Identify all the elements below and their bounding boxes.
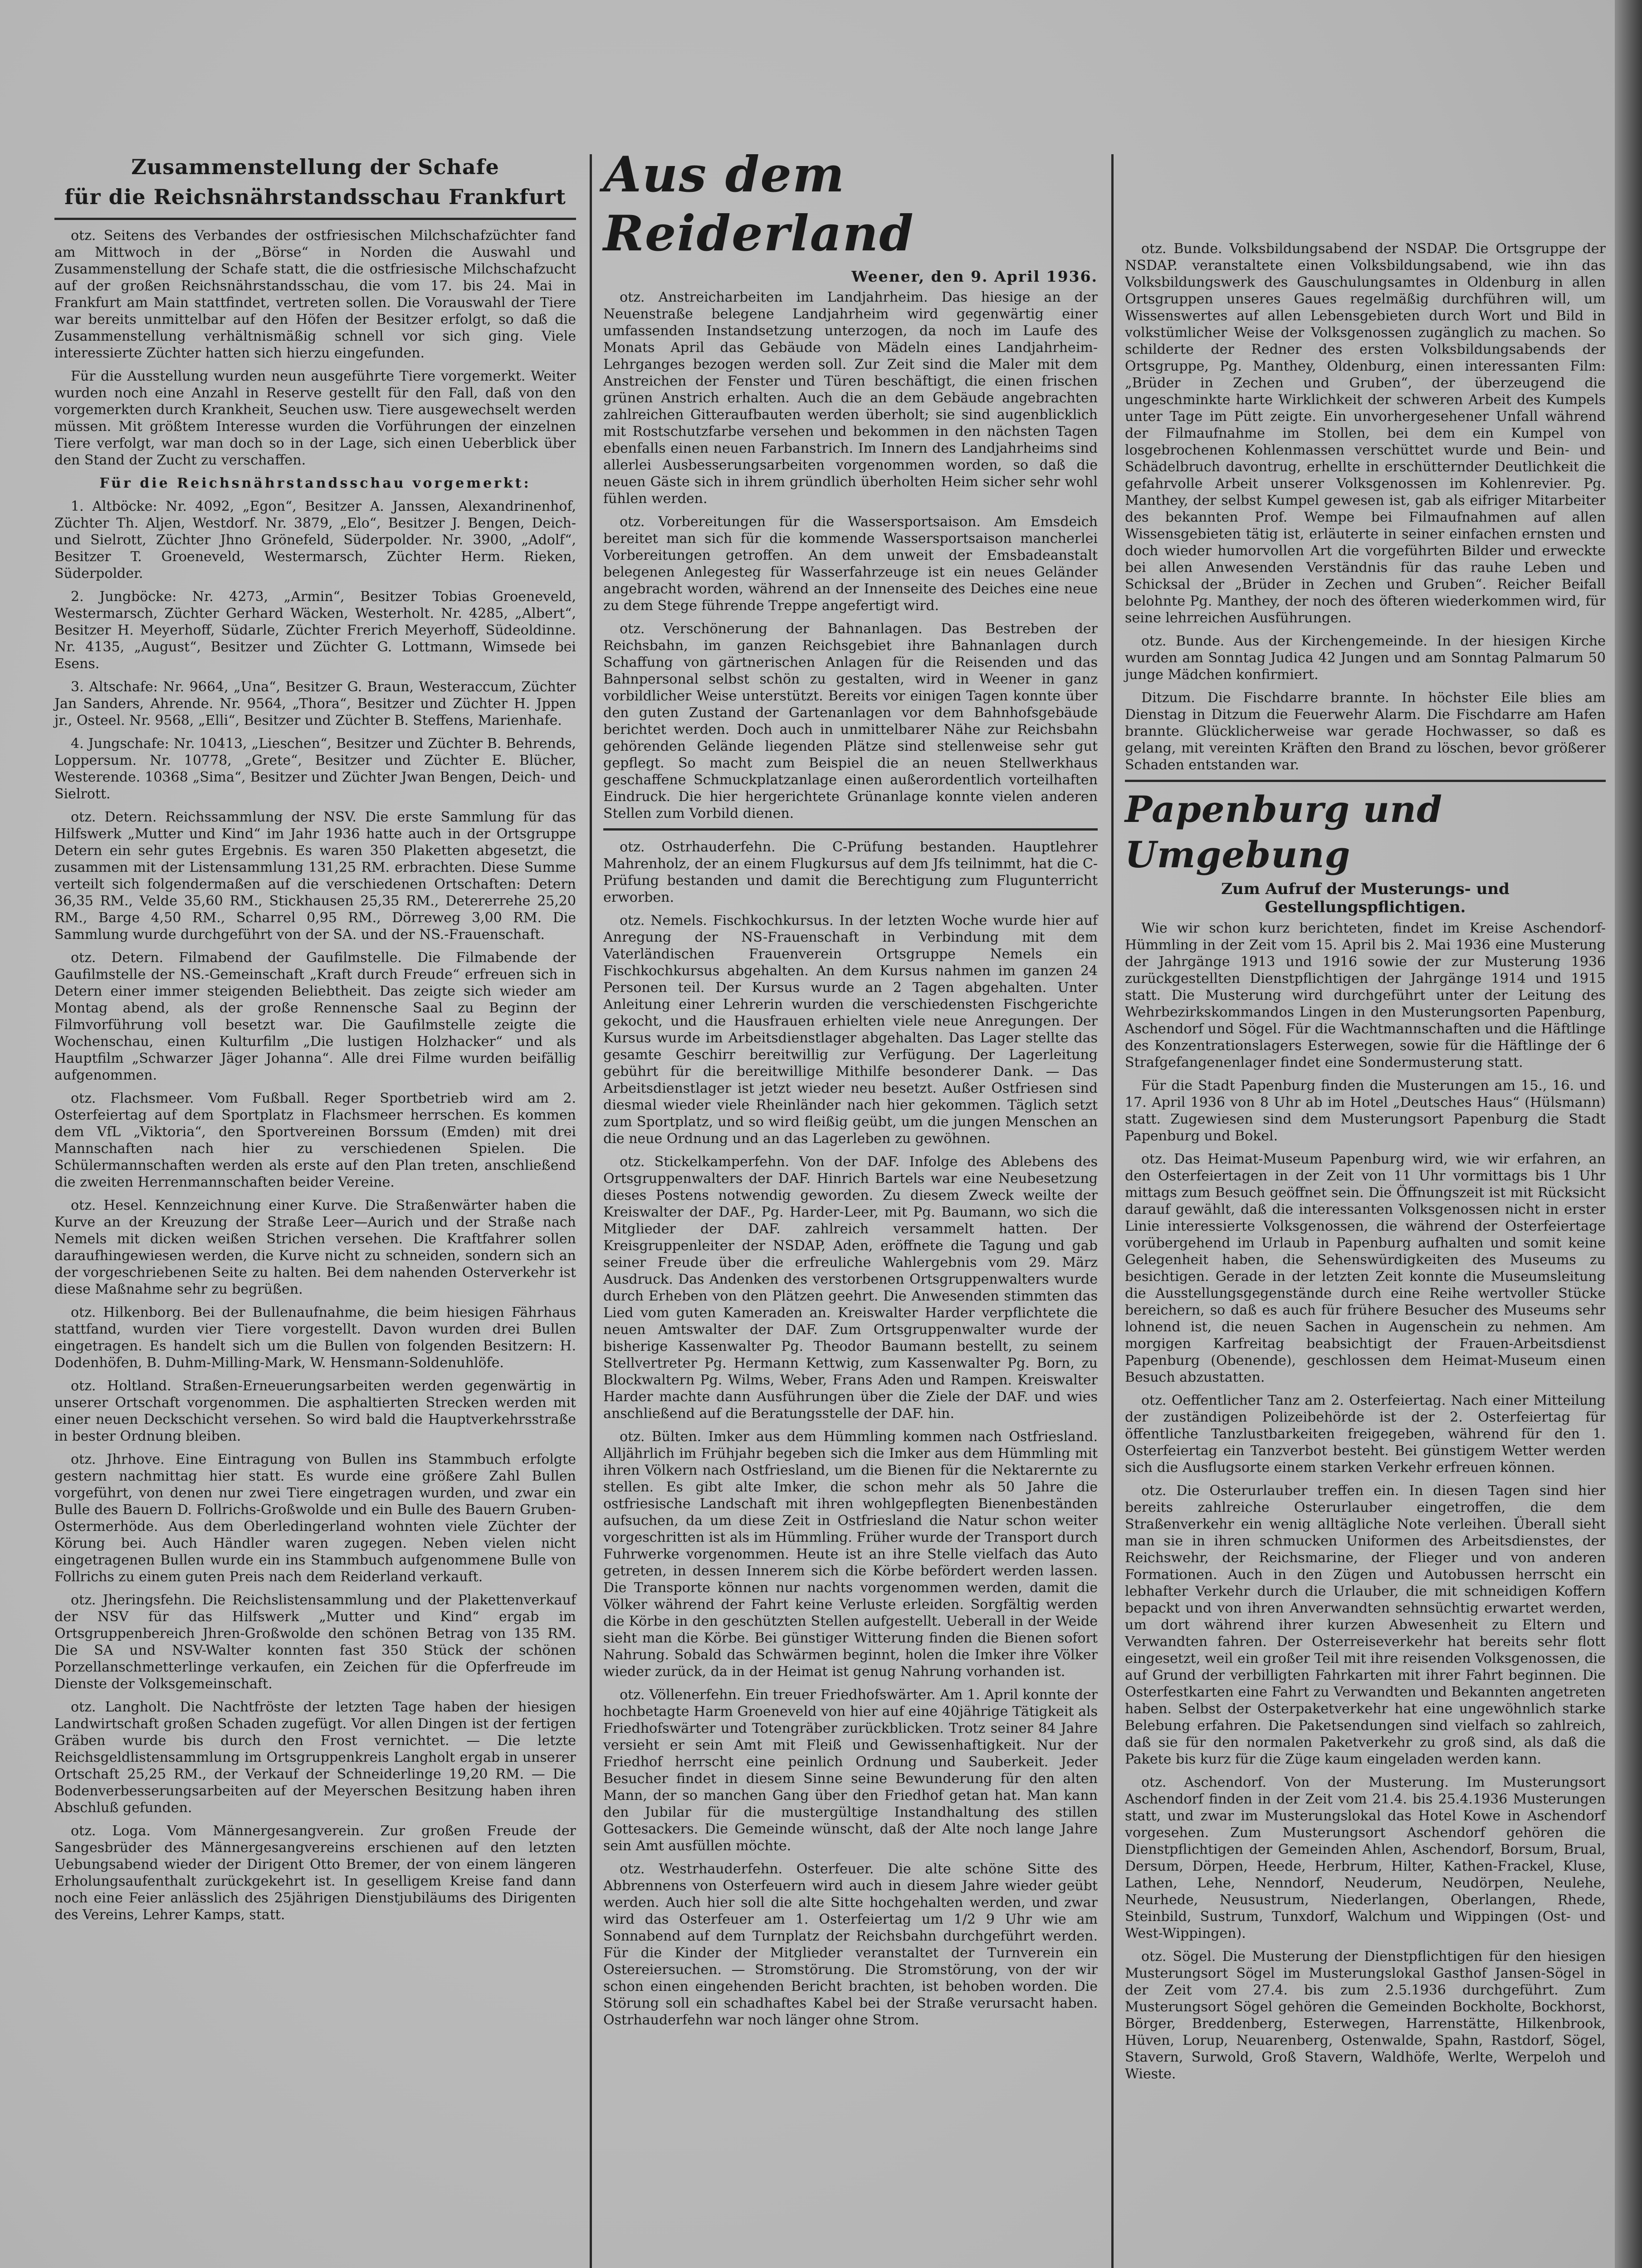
article-paragraph: otz. Holtland. Straßen-Erneuerungsarbeiten werden gegenwärtig in unserer Ortschaft vorgenommen. Die asphaltierten Strecken werden mit einer neuen Deckschicht versehen. So wird bald die Hauptverkehrsstraße in bester Ordnung bleiben.	[54, 1378, 576, 1444]
section-divider	[603, 828, 1098, 831]
section-subheading: Zum Aufruf der Musterungs- und Gestellungspflichtigen.	[1221, 880, 1510, 916]
column-rule-1	[590, 154, 592, 2268]
article-paragraph: otz. Nemels. Fischkochkursus. In der letzten Woche wurde hier auf Anregung der NS-Frauenschaft in Verbindung mit dem Vaterländischen Frauenverein Ortsgruppe Nemels ein Fischkochkursus abgehalten. An dem Kursus nahmen im ganzen 24 Personen teil. Der Kursus wurde an 2 Tagen abgehalten. Unter Anleitung einer Lehrerin wurden die verschiedensten Fischgerichte gekocht, und die Hausfrauen erhielten viele neue Anregungen. Der Kursus wurde im Arbeitsdienstlager abgehalten. Das Lager stellte das gesamte Geschirr bereitwillig zur Verfügung. Der Lagerleitung gebührt für die bereitwillige Mithilfe besonderer Dank. — Das Arbeitsdienstlager ist jetzt wieder neu besetzt. Außer Ostfriesen sind diesmal wieder viele Rheinländer nach hier gekommen. Täglich setzt zum Sportplatz, und so wird fleißig geübt, um die jungen Menschen an die neue Ordnung und an das Lagerleben zu gewöhnen.	[603, 913, 1098, 1147]
article-paragraph: 1. Altböcke: Nr. 4092, „Egon“, Besitzer A. Janssen, Alexandrinenhof, Züchter Th. Aljen, Westdorf. Nr. 3879, „Elo“, Besitzer J. Bengen, Deich- und Sielrott, Züchter Jhno Grönefeld, Süderpolder. Nr. 3900, „Adolf“, Besitzer T. Groeneveld, Westermarsch, Züchter Herm. Rieken, Süderpolder.	[54, 499, 576, 582]
article-paragraph: otz. Hesel. Kennzeichnung einer Kurve. Die Straßenwärter haben die Kurve an der Kreuzung der Straße Leer—Aurich und der Straße nach Nemels mit dicken weißen Strichen versehen. Die Kraftfahrer sollen daraufhingewiesen werden, die Kurve nicht zu schneiden, sondern sich an der vorgeschriebenen Seite zu halten. Bei dem nahenden Osterverkehr ist diese Maßnahme sehr zu begrüßen.	[54, 1198, 576, 1297]
section-masthead-papenburg: Papenburg und Umgebung	[1125, 788, 1443, 876]
article-paragraph: Für die Ausstellung wurden neun ausgeführte Tiere vorgemerkt. Weiter wurden noch eine Anzahl in Reserve gestellt für den Fall, daß von den vorgemerkten durch Krankheit, Seuchen usw. Tiere ausgewechselt werden müssen. Mit größtem Interesse wurden die Vorführungen der einzelnen Tiere verfolgt, war man doch so in der Lage, sich einen Ueberblick über den Stand der Zucht zu verschaffen.	[54, 368, 576, 468]
headline-rule	[54, 218, 576, 220]
article-paragraph: otz. Oeffentlicher Tanz am 2. Osterfeiertag. Nach einer Mitteilung der zuständigen Polizeibehörde ist der 2. Osterfeiertag für öffentliche Tanzlustbarkeiten freigegeben, während für den 1. Osterfeiertag ein Tanzverbot besteht. Bei günstigem Wetter werden sich die Ausflugsorte einem starken Verkehr erfreuen können.	[1125, 1393, 1606, 1476]
article-paragraph: otz. Detern. Filmabend der Gaufilmstelle. Die Filmabende der Gaufilmstelle der NS.-Gemeinschaft „Kraft durch Freude“ erfreuen sich in Detern einer immer steigenden Beliebtheit. Das zeigte sich wieder am Montag abend, als der große Rennensche Saal zu Beginn der Filmvorführung voll besetzt war. Die Gaufilmstelle zeigte die Wochenschau, einen Kulturfilm „Die lustigen Holzhacker“ und als Hauptfilm „Schwarzer Jäger Johanna“. Alle drei Filme wurden beifällig aufgenommen.	[54, 950, 576, 1083]
article-paragraph: otz. Seitens des Verbandes der ostfriesischen Milchschafzüchter fand am Mittwoch in der „Börse“ in Norden die Auswahl und Zusammenstellung der Schafe statt, die die ostfriesische Milchschafzucht auf der großen Reichsnährstandsschau, die vom 17. bis 24. Mai in Frankfurt am Main stattfindet, vertreten sollen. Die Vorauswahl der Tiere war bereits unmittelbar auf den Höfen der Besitzer erfolgt, so daß die Zusammenstellung verhältnismäßig schnell vor sich ging. Viele interessierte Züchter hatten sich hierzu eingefunden.	[54, 228, 576, 361]
article-paragraph: Ditzum. Die Fischdarre brannte. In höchster Eile blies am Dienstag in Ditzum die Feuerwehr Alarm. Die Fischdarre am Hafen brannte. Glücklicherweise war gerade Hochwasser, so daß es gelang, mit vereinten Kräften den Brand zu löschen, bevor größerer Schaden entstanden war.	[1125, 690, 1606, 773]
article-paragraph: otz. Jhrhove. Eine Eintragung von Bullen ins Stammbuch erfolgte gestern nachmittag hier statt. Es wurde eine größere Zahl Bullen vorgeführt, von denen nur zwei Tiere eingetragen wurden, und zwar ein Bulle des Bauern D. Follrichs-Großwolde und ein Bulle des Bauern Gruben-Ostermerhöde. Aus dem Oberledingerland wohnten viele Züchter der Körung bei. Auch Händler waren zugegen. Neben vielen nicht eingetragenen Bullen wurde ein ins Stammbuch aufgenommene Bulle von Follrichs zu einem guten Preis nach dem Reiderland verkauft.	[54, 1452, 576, 1585]
article-paragraph: otz. Das Heimat-Museum Papenburg wird, wie wir erfahren, an den Osterfeiertagen in der Zeit von 11 Uhr vormittags bis 1 Uhr mittags zum Besuch geöffnet sein. Die Öffnungszeit ist mit Rücksicht darauf gewählt, daß die interessanten Volksgenossen nicht in erster Linie interessierte Volksgenossen, die während der Osterfeiertage vorübergehend im Urlaub in Papenburg aufhalten und somit keine Gelegenheit haben, die Sehenswürdigkeiten des Museums zu besichtigen. Gerade in der letzten Zeit konnte die Museumsleitung die Ausstellungsgegenstände durch eine Reihe wertvoller Stücke bereichern, so daß es auch für frühere Besucher des Museums sehr lohnend ist, die neuen Sachen in Augenschein zu nehmen. Am morgigen Karfreitag beabsichtigt der Frauen-Arbeitsdienst Papenburg (Obenende), geschlossen dem Heimat-Museum einen Besuch abzustatten.	[1125, 1151, 1606, 1385]
article-paragraph: otz. Westrhauderfehn. Osterfeuer. Die alte schöne Sitte des Abbrennens von Osterfeuern wird auch in diesem Jahre wieder geübt werden. Auch hier soll die alte Sitte hochgehalten werden, und zwar wird das Osterfeuer am 1. Osterfeiertag um 1/2 9 Uhr wie am Sonnabend auf dem Turnplatz der Reichsbahn durchgeführt werden. Für die Kinder der Mitglieder veranstaltet der Turnverein ein Ostereiersuchen. — Stromstörung. Die Stromstörung, von der wir schon einen eingehenden Bericht brachten, ist behoben worden. Die Störung soll ein schadhaftes Kabel bei der Straße verursacht haben. Ostrhauderfehn war noch länger ohne Strom.	[603, 1861, 1098, 2028]
article-paragraph: otz. Bülten. Imker aus dem Hümmling kommen nach Ostfriesland. Alljährlich im Frühjahr begeben sich die Imker aus dem Hümmling mit ihren Völkern nach Ostfriesland, um die Bienen für die Nektarernte zu stellen. Es gibt alte Imker, die schon mehr als 50 Jahre die ostfriesische Landschaft mit ihren wohlgepflegten Bienenbeständen aufsuchen, da um diese Zeit in Ostfriesland die Natur schon weiter vorgeschritten ist als im Hümmling. Früher wurde der Transport durch Fuhrwerke vorgenommen. Heute ist an ihre Stelle vielfach das Auto getreten, in dessen Innerem sich die Körbe befördert werden lassen. Die Transporte können nur nachts vorgenommen werden, damit die Völker während der Fahrt keine Verluste erleiden. Sorgfältig werden die Körbe in den geschützten Stellen aufgestellt. Ueberall in der Weide sieht man die Körbe. Bei günstiger Witterung finden die Bienen sofort Nahrung. Sobald das Schwärmen beginnt, holen die Imker ihre Völker wieder zurück, da in der Heimat ist genug Nahrung vorhanden ist.	[603, 1429, 1098, 1680]
article-paragraph: otz. Ostrhauderfehn. Die C-Prüfung bestanden. Hauptlehrer Mahrenholz, der an einem Flugkursus auf dem Jfs teilnimmt, hat die C-Prüfung bestanden und damit die Berechtigung zum Flugunterricht erworben.	[603, 839, 1098, 905]
article-paragraph: otz. Bunde. Volksbildungsabend der NSDAP. Die Ortsgruppe der NSDAP. veranstaltete einen Volksbildungsabend, wie ihn das Volksbildungswerk des Gauschulungsamtes in Oldenburg in allen Ortsgruppen unseres Gaues regelmäßig durchführen will, um Wissenswertes auf allen Lebensgebieten durch Wort und Bild in volkstümlicher Weise der Volksgenossen zugänglich zu machen. So schilderte der Redner des ersten Volksbildungsabends der Ortsgruppe, Pg. Manthey, Oldenburg, einen interessanten Film: „Brüder in Zechen und Gruben“, der überzeugend die ungeschminkte harte Wirklichkeit der schweren Arbeit des Kumpels unter Tage im Pütt zeigte. Ein unvorhergesehener Unfall während der Filmaufnahme im Stollen, bei dem ein Kumpel von losgebrochenen Kohlenmassen verschüttet wurde und Bein- und Schädelbruch davontrug, erhellte in erschütternder Deutlichkeit die gefahrvolle Arbeit unserer Volksgenossen im Kohlenrevier. Pg. Manthey, der selbst Kumpel gewesen ist, gab als eifriger Mitarbeiter des bekannten Prof. Wempe bei Filmaufnahmen auf allen Wissensgebieten tätig ist, erläuterte in seiner einfachen ernsten und doch wieder humorvollen Art die vorgeführten Bilder und erweckte bei allen Anwesenden Verständnis für das rauhe Leben und Schicksal der „Brüder in Zechen und Gruben“. Reicher Beifall belohnte Pg. Manthey, der noch des öfteren wiederkommen wird, für seine lehrreichen Ausführungen.	[1125, 241, 1606, 626]
article-paragraph: 4. Jungschafe: Nr. 10413, „Lieschen“, Besitzer und Züchter B. Behrends, Loppersum. Nr. 10778, „Grete“, Besitzer und Züchter E. Blücher, Westerende. 10368 „Sima“, Besitzer und Züchter Jwan Bengen, Deich- und Sielrott.	[54, 736, 576, 802]
article-paragraph: otz. Sögel. Die Musterung der Dienstpflichtigen für den hiesigen Musterungsort Sögel im Musterungslokal Gasthof Jansen-Sögel in der Zeit vom 27.4. bis zum 2.5.1936 durchgeführt. Zum Musterungsort Sögel gehören die Gemeinden Bockholte, Bockhorst, Börger, Breddenberg, Esterwegen, Harrenstätte, Hilkenbrook, Hüven, Lorup, Neuarenberg, Ostenwalde, Spahn, Rastdorf, Sögel, Stavern, Surwold, Groß Stavern, Waldhöfe, Werlte, Werpeloh und Wieste.	[1125, 1949, 1606, 2082]
article-paragraph: otz. Die Osterurlauber treffen ein. In diesen Tagen sind hier bereits zahlreiche Osterurlauber eingetroffen, die dem Straßenverkehr ein wenig alltägliche Note verleihen. Überall sieht man sie in ihren schmucken Uniformen des Arbeitsdienstes, der Reichswehr, der Reichsmarine, der Flieger und von anderen Formationen. Auch in den Zügen und Autobussen herrscht ein lebhafter Verkehr durch die Urlauber, die mit schneidigen Koffern bepackt und von ihren Anverwandten sehnsüchtig erwartet werden, um dort während ihrer kurzen Abwesenheit zu Eltern und Verwandten fahren. Der Osterreiseverkehr hat bereits sehr flott eingesetzt, weil ein großer Teil mit ihre reisenden Volksgenossen, die auf Grund der verbilligten Fahrkarten mit ihrer Fahrt beginnen. Die Osterfestkarten eine Fahrt zu Verwandten und Bekannten angetreten haben. Selbst der Osterpaketverkehr hat eine ungewöhnlich starke Belebung erfahren. Die Paketsendungen sind vielfach so zahlreich, daß sie für den normalen Paketverkehr zu groß sind, als daß die Pakete bis kurz für die Züge kaum eingeladen werden kann.	[1125, 1483, 1606, 1767]
page-edge-shadow	[1615, 0, 1642, 2268]
right-column	[1125, 240, 1606, 2089]
section-masthead-reiderland: Aus dem Reiderland	[603, 146, 914, 262]
article-paragraph: otz. Vorbereitungen für die Wassersportsaison. Am Emsdeich bereitet man sich für die kommende Wassersportsaison mancherlei Vorbereitungen getroffen. An dem unweit der Emsbadeanstalt belegenen Anlegesteg für Wasserfahrzeuge ist ein neues Geländer angebracht worden, während an der Innenseite des Deiches eine neue zu dem Stege führende Treppe angefertigt wird.	[603, 514, 1098, 614]
column-rule-2	[1111, 154, 1114, 2268]
article-paragraph: otz. Jheringsfehn. Die Reichslistensammlung und der Plakettenverkauf der NSV für das Hilfswerk „Mutter und Kind“ ergab im Ortsgruppenbereich Jhren-Großwolde den schönen Betrag von 135 RM. Die SA und NSV-Walter konnten fast 350 Stück der schönen Porzellanschmetterlinge verkaufen, ein Zeichen für die Opferfreude im Dienste der Volksgemeinschaft.	[54, 1592, 576, 1692]
article-paragraph: otz. Bunde. Aus der Kirchengemeinde. In der hiesigen Kirche wurden am Sonntag Judica 42 Jungen und am Sonntag Palmarum 50 junge Mädchen konfirmiert.	[1125, 633, 1606, 683]
article-paragraph: otz. Völlenerfehn. Ein treuer Friedhofswärter. Am 1. April konnte der hochbetagte Harm Groeneveld von hier auf eine 40jährige Tätigkeit als Friedhofswärter und Totengräber zurückblicken. Trotz seiner 84 Jahre versieht er sein Amt mit Fleiß und Gewissenhaftigkeit. Nur der Friedhof herrscht eine peinlich Ordnung und Sauberkeit. Jeder Besucher findet in diesem Sinne seine Bewunderung für den alten Mann, der so manchen Gang über den Friedhof getan hat. Man kann den Jubilar für die mustergültige Instandhaltung des stillen Gottesackers. Die Gemeinde wünscht, daß der Alte noch lange Jahre sein Amt ausfüllen möchte.	[603, 1687, 1098, 1854]
left-column	[54, 154, 576, 1930]
article-paragraph: 3. Altschafe: Nr. 9664, „Una“, Besitzer G. Braun, Westeraccum, Züchter Jan Sanders, Ahrende. Nr. 9564, „Thora“, Besitzer und Züchter H. Jppen jr., Osteel. Nr. 9568, „Elli“, Besitzer und Züchter B. Steffens, Marienhafe.	[54, 679, 576, 728]
section-divider	[1125, 780, 1606, 782]
left-headline-2: für die Reichsnährstandsschau Frankfurt	[64, 185, 566, 209]
dateline: Weener, den 9. April 1936.	[851, 268, 1098, 285]
article-paragraph: otz. Verschönerung der Bahnanlagen. Das Bestreben der Reichsbahn, im ganzen Reichsgebiet ihre Bahnanlagen durch Schaffung von gärtnerischen Anlagen für die Reisenden und das Bahnpersonal selbst schön zu gestalten, wird in Weener in ganz vorbildlicher Weise unterstützt. Bereits vor einigen Tagen konnte über den guten Zustand der Gartenanlagen vor dem Bahnhofsgebäude berichtet werden. Doch auch in unmittelbarer Nähe zur Reichsbahn gehörenden Gelände liegenden Plätze sind stellenweise sehr gut gepflegt. So macht zum Beispiel die an neuen Stellwerkhaus geschaffene Schmuckplatzanlage einen außerordentlich vorteilhaften Eindruck. Die hier hergerichtete Grünanlage konnte vielen anderen Stellen zum Vorbild dienen.	[603, 621, 1098, 821]
article-paragraph: otz. Detern. Reichssammlung der NSV. Die erste Sammlung für das Hilfswerk „Mutter und Kind“ im Jahr 1936 hatte auch in der Ortsgruppe Detern ein sehr gutes Ergebnis. Es waren 350 Plaketten abgesetzt, die zusammen mit der Listensammlung 131,25 RM. erbrachten. Diese Summe verteilt sich folgendermaßen auf die verschiedenen Ortschaften: Detern 36,35 RM., Velde 35,60 RM., Stickhausen 25,35 RM., Detererrehe 25,20 RM., Barge 4,50 RM., Scharrel 0,95 RM., Dörreweg 3,00 RM. Die Sammlung wurde durchgeführt von der SA. und der NS.-Frauenschaft.	[54, 809, 576, 943]
article-paragraph: Für die Stadt Papenburg finden die Musterungen am 15., 16. und 17. April 1936 von 8 Uhr ab im Hotel „Deutsches Haus“ (Hülsmann) statt. Zugewiesen sind dem Musterungsort Papenburg die Stadt Papenburg und Bokel.	[1125, 1078, 1606, 1144]
article-paragraph: otz. Stickelkamperfehn. Von der DAF. Infolge des Ablebens des Ortsgruppenwalters der DAF. Hinrich Bartels war eine Neubesetzung dieses Postens notwendig geworden. Zu diesem Zweck weilte der Kreiswalter der DAF., Pg. Harder-Leer, mit Pg. Baumann, wo sich die Mitglieder der DAF. zahlreich versammelt hatten. Der Kreisgruppenleiter der NSDAP, Aden, eröffnete die Tagung und gab seiner Freude über die erfreuliche Wahlergebnis vom 29. März Ausdruck. Das Andenken des verstorbenen Ortsgruppenwalters wurde durch Erheben von den Plätzen geehrt. Die Anwesenden stimmten das Lied vom guten Kameraden an. Kreiswalter Harder verpflichtete die neuen Amtswalter der DAF. Zum Ortsgruppenwalter wurde der bisherige Kassenwalter Pg. Theodor Baumann bestellt, zu seinem Stellvertreter Pg. Hermann Kettwig, zum Kassenwalter Pg. Born, zu Blockwaltern Pg. Wilms, Weber, Frans Aden und Rampen. Kreiswalter Harder machte dann Ausführungen über die Ziele der DAF. und wies anschließend auf die Beratungsstelle der DAF. hin.	[603, 1154, 1098, 1422]
article-paragraph: otz. Aschendorf. Von der Musterung. Im Musterungsort Aschendorf finden in der Zeit vom 21.4. bis 25.4.1936 Musterungen statt, und zwar im Musterungslokal das Hotel Kowe in Aschendorf vorgesehen. Zum Musterungsort Aschendorf gehören die Dienstpflichtigen der Gemeinden Ahlen, Aschendorf, Borsum, Brual, Dersum, Dörpen, Heede, Herbrum, Hilter, Kathen-Frackel, Kluse, Lathen, Lehe, Nenndorf, Neuderum, Neudörpen, Neulehe, Neurhede, Neusustrum, Niederlangen, Oberlangen, Rhede, Steinbild, Sustrum, Tunxdorf, Walchum und Wippingen (Ost- und West-Wippingen).	[1125, 1774, 1606, 1941]
article-paragraph: 2. Jungböcke: Nr. 4273, „Armin“, Besitzer Tobias Groeneveld, Westermarsch, Züchter Gerhard Wäcken, Westerholt. Nr. 4285, „Albert“, Besitzer H. Meyerhoff, Südarle, Züchter Frerich Meyerhoff, Südeoldinne. Nr. 4135, „August“, Besitzer und Züchter G. Lottmann, Wimsede bei Esens.	[54, 589, 576, 672]
article-paragraph: Wie wir schon kurz berichteten, findet im Kreise Aschendorf-Hümmling in der Zeit vom 15. April bis 2. Mai 1936 eine Musterung der Jahrgänge 1913 und 1916 sowie der zur Musterung 1936 zurückgestellten Dienstpflichtigen der Jahrgänge 1914 und 1915 statt. Die Musterung wird durchgeführt unter der Leitung des Wehrbezirkskommandos Lingen in den Musterungsorten Papenburg, Aschendorf und Sögel. Für die Wachtmannschaften und die Häftlinge des Konzentrationslagers Esterwegen, sowie für die Häftlinge der 6 Strafgefangenenlager findet eine Sondermusterung statt.	[1125, 920, 1606, 1070]
left-headline-1: Zusammenstellung der Schafe	[131, 155, 499, 179]
article-paragraph: otz. Langholt. Die Nachtfröste der letzten Tage haben der hiesigen Landwirtschaft großen Schaden zugefügt. Vor allen Dingen ist der fertigen Gräben wurde bis durch den Frost vernichtet. — Die letzte Reichsgeldlistensammlung im Ortsgruppenkreis Langholt ergab in unserer Ortschaft 25,25 RM., der Verkauf der Schneiderlinge 19,20 RM. — Die Bodenverbesserungsarbeiten auf der Meyerschen Besitzung haben ihren Abschluß gefunden.	[54, 1699, 576, 1816]
middle-column	[603, 145, 1098, 2035]
article-paragraph: otz. Anstreicharbeiten im Landjahrheim. Das hiesige an der Neuenstraße belegene Landjahrheim wird gegenwärtig einer umfassenden Instandsetzung unterzogen, da noch im Laufe des Monats April das Gebäude von Mädeln eines Landjahrheim-Lehrganges bezogen werden soll. Zur Zeit sind die Maler mit dem Anstreichen der Fenster und Türen beschäftigt, die einen frischen grünen Anstrich erhalten. Auch die an dem Gebäude angebrachten zahlreichen Gitteraufbauten werden überholt; sie sind augenblicklich mit Rostschutzfarbe versehen und bekommen in den nächsten Tagen ebenfalls einen neuen Farbanstrich. Im Innern des Landjahrheims sind allerlei Ausbesserungsarbeiten vorgenommen worden, so daß die neuen Gäste sich in ihrem gründlich überholten Heim sicher sehr wohl fühlen werden.	[603, 289, 1098, 507]
article-paragraph: otz. Loga. Vom Männergesangverein. Zur großen Freude der Sangesbrüder des Männergesangvereins erschienen auf den letzten Uebungsabend wieder der Dirigent Otto Bremer, der von einem längeren Erholungsaufenthalt zurückgekehrt ist. In geselligem Kreise fand dann noch eine Feier anlässlich des 25jährigen Dienstjubiläums des Dirigenten des Vereins, Lehrer Kamps, statt.	[54, 1823, 576, 1923]
article-paragraph: otz. Flachsmeer. Vom Fußball. Reger Sportbetrieb wird am 2. Osterfeiertag auf dem Sportplatz in Flachsmeer herrschen. Es kommen dem VfL „Viktoria“, den Sportvereinen Borssum (Emden) mit drei Mannschaften nach hier zu verschiedenen Spielen. Die Schülermannschaften werden als erste auf den Plan treten, anschließend die zweiten Herrenmannschaften beider Vereine.	[54, 1090, 576, 1190]
section-subheading: Für die Reichsnährstandsschau vorgemerkt:	[99, 475, 531, 491]
article-paragraph: otz. Hilkenborg. Bei der Bullenaufnahme, die beim hiesigen Fährhaus stattfand, wurden vier Tiere vorgestellt. Davon wurden drei Bullen eingetragen. Es handelt sich um die Bullen von folgenden Besitzern: H. Dodenhöfen, B. Duhm-Milling-Mark, W. Hensmann-Soldenuhlöfe.	[54, 1305, 576, 1371]
